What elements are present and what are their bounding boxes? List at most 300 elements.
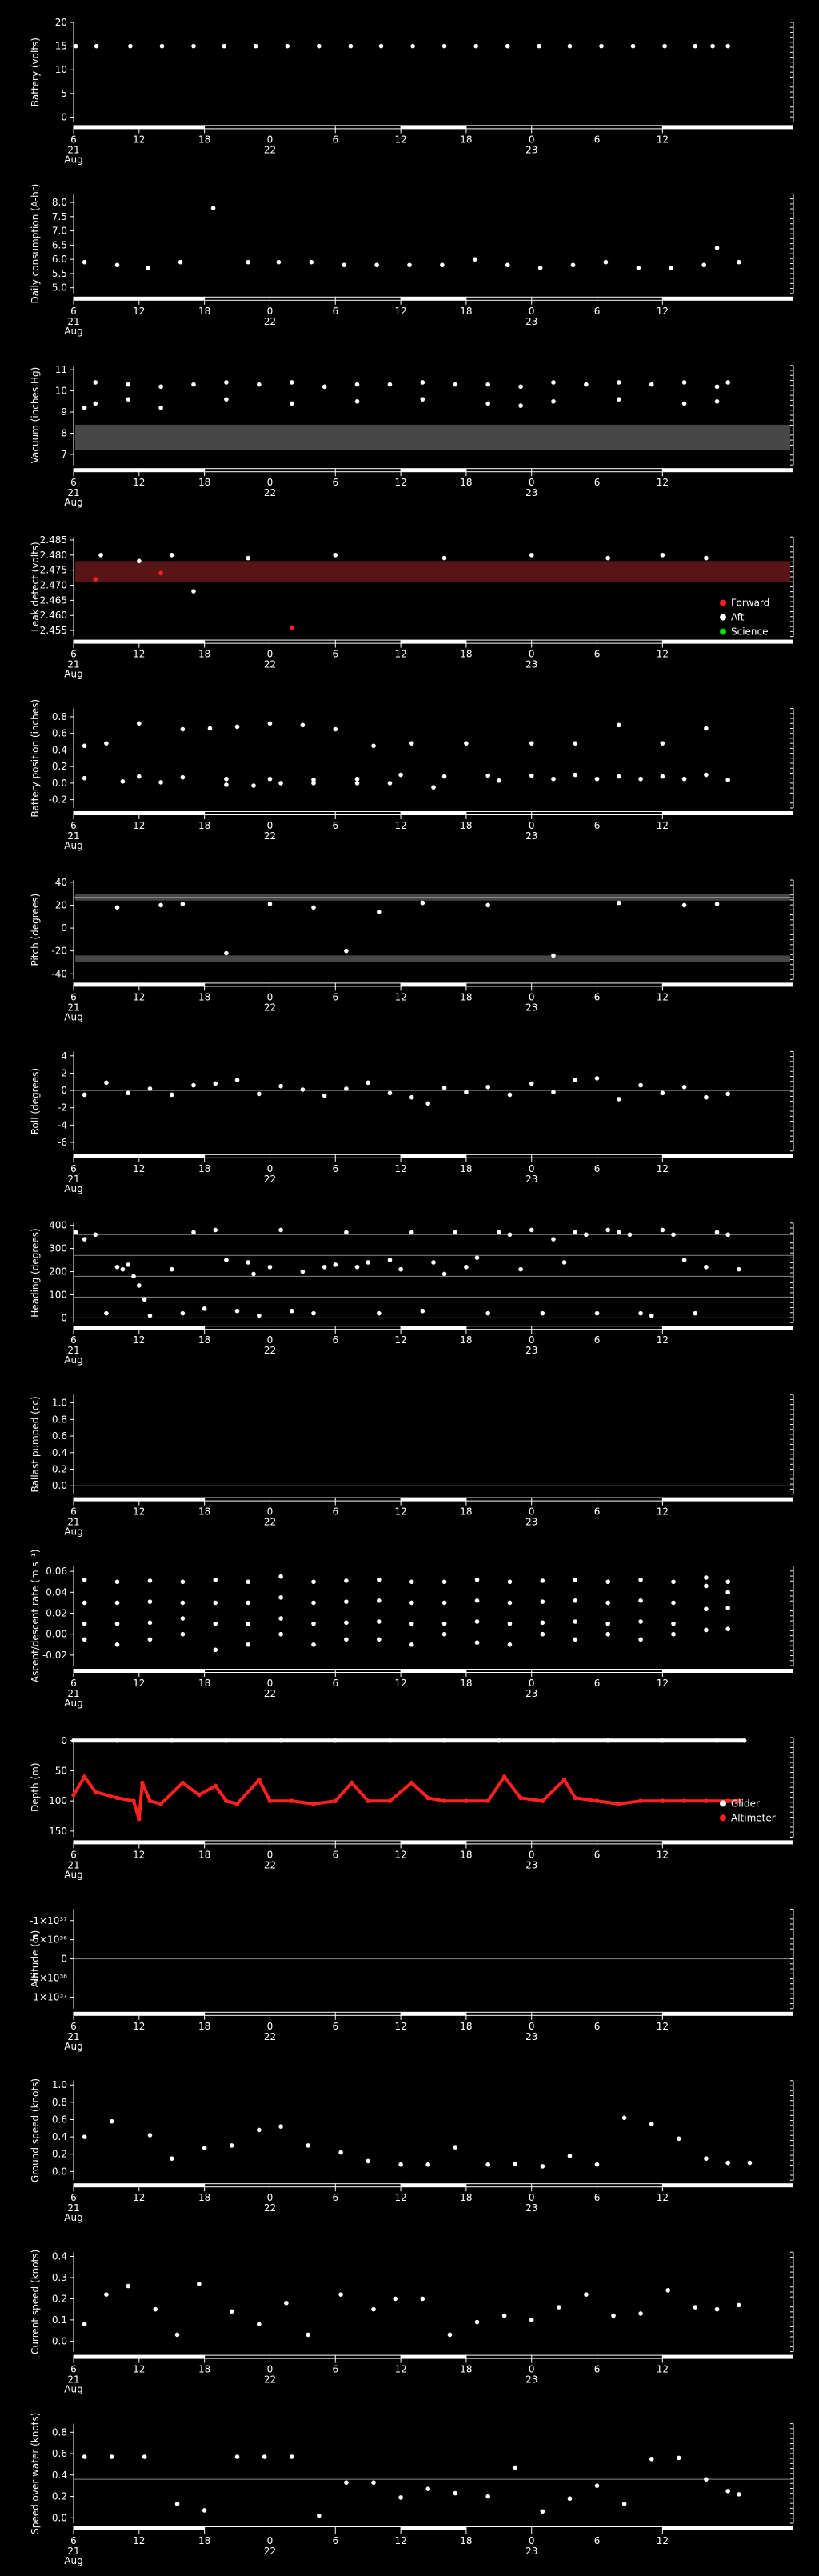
data-point: [322, 1265, 327, 1270]
data-point: [605, 1228, 610, 1233]
y-tick-label: 0.2: [51, 2490, 67, 2502]
x-tick-label: 6: [593, 1334, 601, 1346]
x-tick-label: 18: [198, 2192, 211, 2204]
data-point: [661, 741, 665, 746]
data-point: [737, 2492, 741, 2497]
data-point: [701, 262, 706, 267]
y-tick-label: 100: [49, 1795, 67, 1807]
data-point: [584, 1232, 589, 1237]
data-point: [181, 1616, 186, 1621]
x-tick-label: 12: [656, 2020, 669, 2032]
y-tick-label: 20: [54, 17, 67, 28]
data-point: [222, 44, 226, 49]
data-point: [573, 741, 577, 746]
data-point: [246, 1601, 250, 1606]
data-point: [333, 1798, 338, 1803]
y-tick-label: 9: [61, 406, 67, 418]
y-tick-label: -20: [51, 945, 67, 957]
data-point: [573, 1230, 577, 1235]
data-point: [725, 778, 730, 782]
data-point: [344, 1230, 349, 1235]
x-axis-day-band: [205, 126, 401, 128]
data-point: [529, 741, 534, 746]
data-point: [631, 44, 636, 49]
x-axis-bar: [74, 1154, 793, 1158]
x-tick-label: 6: [593, 477, 601, 489]
data-point: [170, 553, 174, 558]
data-point: [178, 260, 183, 265]
panel-6: [30, 877, 793, 1023]
data-point: [661, 1228, 665, 1233]
data-point: [502, 1774, 507, 1779]
data-point: [366, 1260, 370, 1265]
data-point: [508, 1232, 513, 1237]
data-point: [671, 1579, 676, 1584]
data-point: [551, 380, 556, 385]
x-date-label: 21: [67, 2030, 80, 2042]
x-tick-label: 0: [528, 477, 535, 489]
x-tick-label: 12: [133, 820, 146, 831]
x-tick-label: 12: [656, 134, 669, 146]
x-tick-label: 6: [593, 820, 601, 831]
data-point: [191, 1083, 196, 1088]
x-date-label: 23: [525, 2202, 538, 2214]
data-point: [541, 1578, 545, 1583]
y-tick-label: 0.8: [51, 2426, 67, 2438]
y-tick-label: 1.0: [51, 1397, 67, 1409]
data-point: [93, 1790, 98, 1794]
data-point: [317, 2514, 322, 2518]
x-axis-bar: [74, 2012, 793, 2016]
x-axis-bar: [74, 297, 793, 301]
y-tick-label: 0.8: [51, 710, 67, 722]
data-point: [704, 1265, 709, 1270]
y-tick-label: 11: [54, 364, 67, 376]
data-point: [442, 1632, 447, 1637]
data-point: [93, 380, 98, 385]
x-axis-bar: [74, 468, 793, 472]
y-tick-label: 10: [54, 64, 67, 76]
data-point: [398, 1267, 403, 1272]
x-tick-label: 6: [70, 2363, 77, 2375]
data-point: [617, 397, 621, 402]
y-tick-label: 8.0: [51, 197, 67, 209]
x-tick-label: 0: [528, 1506, 535, 1518]
data-point: [322, 1094, 327, 1098]
x-date-label: 21: [67, 1688, 80, 1699]
x-axis-day-band: [205, 2527, 401, 2530]
x-axis-day-band: [466, 2184, 662, 2186]
x-axis-day-band: [466, 2356, 662, 2358]
data-point: [704, 1095, 709, 1100]
x-tick-label: 12: [133, 2535, 146, 2546]
data-point: [704, 556, 709, 561]
data-point: [93, 577, 98, 582]
data-point: [170, 1267, 174, 1272]
data-point: [344, 949, 349, 954]
data-point: [442, 1086, 447, 1090]
legend-marker: [720, 614, 726, 621]
data-point: [278, 781, 283, 786]
data-point: [682, 1085, 687, 1090]
x-axis-day-band: [466, 812, 662, 814]
y-tick-label: -1×10³⁷: [30, 1914, 67, 1926]
y-tick-label: 50: [54, 1765, 67, 1777]
data-point: [301, 723, 306, 728]
x-axis-bar: [74, 982, 793, 986]
y-tick-label: 0.2: [51, 1463, 67, 1475]
y-tick-label: 0: [61, 1312, 67, 1324]
x-tick-label: 18: [460, 2020, 473, 2032]
data-point: [311, 1579, 316, 1584]
x-tick-label: 12: [133, 648, 146, 660]
x-tick-label: 6: [70, 1506, 77, 1518]
data-point: [246, 556, 250, 561]
data-point: [277, 260, 282, 265]
panel-12: [30, 1909, 793, 2051]
y-axis-title: Roll (degrees): [30, 1067, 41, 1135]
x-axis-bar: [74, 1669, 793, 1673]
data-point: [140, 1781, 145, 1786]
data-point: [453, 1230, 457, 1235]
x-date-label: 22: [263, 487, 277, 499]
y-tick-label: 7.0: [51, 225, 67, 237]
data-point: [311, 1601, 316, 1606]
data-point: [317, 44, 322, 49]
y-tick-label: -0.2: [48, 794, 67, 806]
x-tick-label: 18: [198, 820, 211, 831]
x-date-label: 23: [525, 1173, 538, 1185]
legend-label: Aft: [731, 611, 745, 623]
data-point: [573, 1619, 577, 1624]
data-point: [309, 260, 314, 265]
data-point: [74, 1230, 78, 1235]
data-point: [584, 382, 589, 387]
data-point: [333, 727, 338, 732]
x-date-label: 22: [263, 2374, 277, 2386]
x-tick-label: 18: [460, 2192, 473, 2204]
x-date-label: 23: [525, 1516, 538, 1528]
x-tick-label: 18: [198, 1334, 211, 1346]
data-point: [285, 44, 290, 49]
data-point: [748, 2161, 753, 2166]
x-axis-day-band: [466, 2013, 662, 2015]
x-tick-label: 18: [198, 477, 211, 489]
x-date-label: 23: [525, 2030, 538, 2042]
data-point: [737, 2303, 741, 2308]
data-point: [677, 2456, 681, 2461]
data-point: [110, 2119, 114, 2124]
x-tick-label: 0: [528, 2020, 535, 2032]
x-tick-label: 12: [656, 305, 669, 317]
data-point: [485, 1085, 490, 1090]
x-date-label: 22: [263, 1173, 277, 1185]
y-tick-label: 20: [54, 899, 67, 911]
x-tick-label: 0: [528, 2192, 535, 2204]
y-tick-label: -6: [58, 1136, 67, 1148]
y-tick-label: 0.8: [51, 2096, 67, 2108]
x-tick-label: 6: [593, 991, 601, 1003]
data-point: [115, 1622, 120, 1626]
x-tick-label: 18: [460, 1678, 473, 1689]
panel-3: [30, 364, 793, 508]
data-point: [421, 1309, 425, 1314]
x-axis-day-band: [466, 983, 662, 986]
x-tick-label: 12: [656, 1849, 669, 1861]
x-tick-label: 0: [528, 1334, 535, 1346]
data-point: [170, 2156, 174, 2161]
y-tick-label: 0.02: [46, 1607, 67, 1619]
x-tick-label: 6: [332, 1506, 339, 1518]
data-point: [377, 1578, 382, 1582]
y-tick-label: 0.2: [51, 2293, 67, 2305]
y-tick-label: 15: [54, 40, 67, 52]
data-point: [682, 903, 687, 908]
data-point: [278, 1228, 283, 1233]
data-point: [235, 1078, 240, 1082]
x-tick-label: 18: [460, 305, 473, 317]
y-tick-label: 0.0: [51, 2166, 67, 2178]
data-point: [725, 1092, 730, 1097]
data-point: [693, 1311, 697, 1316]
data-point: [562, 1778, 567, 1782]
x-axis-bar: [74, 2183, 793, 2187]
x-tick-label: 18: [198, 2020, 211, 2032]
x-tick-label: 12: [133, 305, 146, 317]
data-point: [126, 397, 130, 402]
x-tick-label: 18: [460, 1162, 473, 1174]
x-date-label: 23: [525, 1002, 538, 1014]
x-date-label: 21: [67, 315, 80, 327]
data-point: [82, 2322, 87, 2326]
data-point: [355, 1265, 360, 1270]
data-point: [306, 2333, 310, 2338]
data-point: [505, 262, 510, 267]
data-point: [333, 1738, 338, 1743]
x-tick-label: 18: [460, 134, 473, 146]
x-date-label: 22: [263, 1516, 277, 1528]
x-tick-label: 6: [70, 1849, 77, 1861]
legend-marker: [720, 1814, 726, 1821]
data-point: [442, 1738, 447, 1743]
data-point: [605, 1579, 610, 1584]
data-point: [344, 1621, 349, 1626]
data-point: [473, 257, 477, 262]
data-point: [110, 2454, 114, 2459]
data-point: [410, 1230, 414, 1235]
x-tick-label: 12: [394, 477, 407, 489]
data-point: [181, 1632, 186, 1637]
y-tick-label: -40: [51, 968, 67, 980]
data-point: [115, 1642, 120, 1647]
x-axis-day-band: [205, 1498, 401, 1501]
data-point: [191, 589, 196, 594]
data-point: [126, 1091, 130, 1096]
y-axis-title: Speed over water (knots): [30, 2412, 41, 2534]
data-point: [464, 741, 469, 746]
data-point: [82, 1774, 87, 1779]
y-tick-label: -5×10³⁶: [30, 1934, 67, 1946]
x-tick-label: 12: [656, 1162, 669, 1174]
data-point: [355, 382, 360, 387]
x-date-label: 21: [67, 1173, 80, 1185]
x-axis-bar: [74, 1498, 793, 1502]
x-tick-label: 0: [528, 648, 535, 660]
x-date-label: 22: [263, 658, 277, 670]
data-point: [104, 1081, 109, 1086]
data-point: [604, 260, 609, 265]
x-date-label: 21: [67, 2546, 80, 2557]
y-tick-label: 0.6: [51, 2448, 67, 2460]
x-tick-label: 12: [656, 648, 669, 660]
x-tick-label: 6: [593, 1162, 601, 1174]
data-point: [175, 2502, 180, 2506]
x-date-label: 23: [525, 830, 538, 842]
data-point: [671, 1622, 676, 1626]
data-point: [715, 902, 720, 906]
y-tick-label: 0: [61, 1085, 67, 1097]
data-point: [82, 1578, 87, 1582]
x-axis-bar: [74, 2355, 793, 2359]
x-tick-label: 0: [266, 648, 274, 660]
data-point: [230, 2310, 234, 2314]
x-tick-label: 6: [593, 305, 601, 317]
data-point: [638, 1637, 643, 1642]
data-point: [442, 556, 447, 561]
y-tick-label: 6.0: [51, 254, 67, 266]
data-point: [682, 1798, 687, 1803]
data-point: [344, 1578, 349, 1583]
data-point: [388, 1798, 393, 1803]
data-point: [677, 2136, 681, 2141]
data-point: [605, 1622, 610, 1626]
x-tick-label: 12: [394, 648, 407, 660]
data-point: [573, 1637, 577, 1642]
x-tick-label: 6: [332, 305, 339, 317]
y-tick-label: 0.8: [51, 1414, 67, 1426]
data-point: [410, 741, 414, 746]
data-point: [497, 778, 501, 783]
data-point: [202, 1306, 207, 1311]
data-point: [485, 382, 490, 387]
data-point: [595, 1076, 600, 1081]
data-point: [508, 1093, 513, 1098]
data-point: [393, 2297, 398, 2302]
data-point: [137, 721, 142, 726]
y-tick-label: 0.3: [51, 2271, 67, 2283]
data-point: [475, 2320, 480, 2325]
data-point: [371, 2480, 376, 2485]
x-tick-label: 0: [266, 1506, 274, 1518]
data-point: [505, 44, 510, 49]
x-tick-label: 0: [528, 2363, 535, 2375]
x-tick-label: 6: [70, 2192, 77, 2204]
data-point: [377, 1637, 382, 1642]
data-point: [568, 44, 573, 49]
x-tick-label: 18: [460, 2363, 473, 2375]
data-point: [202, 2508, 207, 2513]
x-tick-label: 12: [656, 991, 669, 1003]
x-date-label: Aug: [64, 1869, 83, 1881]
data-point: [551, 1090, 556, 1094]
y-tick-label: 5: [61, 87, 67, 99]
data-point: [502, 2314, 507, 2318]
data-point: [661, 1091, 665, 1096]
data-point: [115, 262, 120, 267]
data-point: [181, 1311, 186, 1316]
x-tick-label: 12: [133, 2363, 146, 2375]
y-tick-label: 0.6: [51, 727, 67, 739]
data-point: [529, 1228, 534, 1233]
data-point: [213, 1622, 218, 1626]
x-tick-label: 12: [394, 1849, 407, 1861]
data-point: [453, 2145, 457, 2150]
data-point: [584, 2292, 589, 2297]
data-point: [410, 1579, 414, 1584]
data-point: [704, 773, 709, 778]
data-point: [262, 2454, 267, 2459]
x-tick-label: 6: [593, 2363, 601, 2375]
data-point: [224, 1738, 229, 1743]
data-point: [268, 1265, 273, 1270]
x-tick-label: 0: [266, 477, 274, 489]
data-point: [431, 1260, 436, 1265]
x-axis-bar: [74, 1840, 793, 1844]
y-axis-title: Battery position (inches): [30, 698, 41, 818]
x-tick-label: 6: [593, 1678, 601, 1689]
x-tick-label: 0: [266, 2535, 274, 2546]
data-point: [388, 1091, 393, 1096]
data-point: [235, 2454, 240, 2459]
data-point: [137, 774, 142, 779]
data-point: [475, 1255, 480, 1260]
data-point: [617, 1230, 621, 1235]
data-point: [737, 1267, 741, 1272]
data-point: [529, 774, 534, 778]
x-date-label: 22: [263, 1688, 277, 1699]
y-tick-label: 0: [61, 922, 67, 934]
data-point: [278, 1574, 283, 1579]
x-tick-label: 6: [70, 648, 77, 660]
x-tick-label: 6: [70, 2535, 77, 2546]
data-point: [126, 1262, 130, 1267]
data-point: [508, 1601, 513, 1606]
data-point: [473, 44, 478, 49]
data-point: [529, 1082, 534, 1086]
panel-13: [30, 2078, 793, 2223]
x-tick-label: 12: [133, 1506, 146, 1518]
data-point: [284, 2301, 289, 2306]
data-point: [518, 1267, 523, 1272]
y-axis-title: Daily consumption (A-hr): [30, 183, 41, 304]
data-point: [464, 1090, 469, 1094]
data-point: [541, 1599, 545, 1604]
data-point: [278, 1738, 283, 1743]
y-axis-title: Depth (m): [30, 1762, 41, 1812]
data-point: [311, 906, 316, 910]
x-tick-label: 18: [198, 991, 211, 1003]
x-date-label: Aug: [64, 1698, 83, 1709]
data-point: [377, 1619, 382, 1624]
data-point: [355, 781, 360, 786]
x-tick-label: 12: [133, 991, 146, 1003]
data-point: [638, 777, 643, 782]
y-tick-label: -2: [58, 1102, 67, 1114]
data-point: [485, 774, 490, 778]
data-point: [82, 1237, 87, 1242]
x-tick-label: 12: [133, 1678, 146, 1689]
data-point: [311, 1622, 316, 1626]
